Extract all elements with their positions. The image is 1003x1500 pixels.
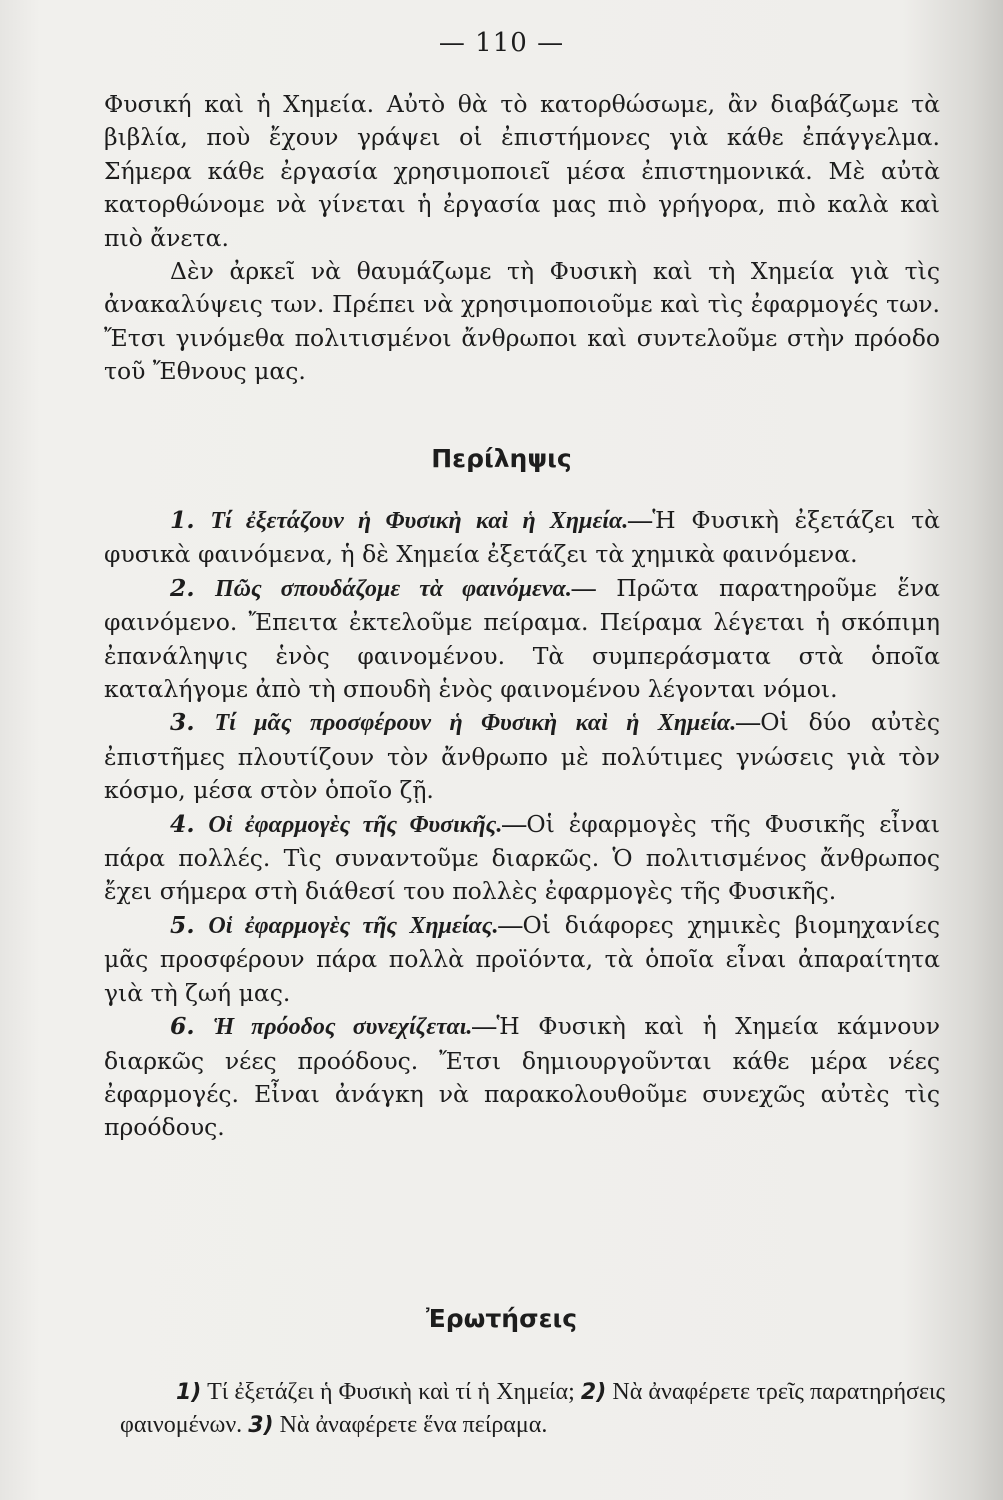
summary-heading: Περίληψις [431,444,572,473]
summary-item: 1. Τί ἐξετάζουν ἡ Φυσικὴ καὶ ἡ Χημεία.—Ἡ Φυσικὴ ἐξετάζει τὰ φυσικὰ φαινόμενα, ἡ δὲ Χημεία ἐξετάζει τὰ χημικὰ φαινόμενα. [104,506,940,569]
summary-item: 3. Τί μᾶς προσφέρουν ἡ Φυσικὴ καὶ ἡ Χημεία.—Οἱ δύο αὐτὲς ἐπιστῆμες πλουτίζουν τὸν ἄνθρωπο μὲ πολύτιμες γνώσεις γιὰ τὸν κόσμο, μέσα στὸν ὁποῖο ζῇ. [104,708,940,805]
summary-item: 6. Ἡ πρόοδος συνεχίζεται.—Ἡ Φυσικὴ καὶ ἡ Χημεία κάμνουν διαρκῶς νέες προόδους. Ἔτσι δημιουργοῦνται κάθε μέρα νέες ἐφαρμογές. Εἶναι ἀνάγκη νὰ παρακολουθοῦμε συνεχῶς αὐτὲς τὶς προόδους. [104,1012,940,1142]
question-number: 3) [248,1413,274,1438]
summary-item: 2. Πῶς σπουδάζομε τὰ φαινόμενα.— Πρῶτα παρατηροῦμε ἕνα φαινόμενο. Ἔπειτα ἐκτελοῦμε πείραμα. Πείραμα λέγεται ἡ σκόπιμη ἐπανάληψις ἑνὸς φαινομένου. Τὰ συμπεράσματα στὰ ὁποῖα καταλήγομε ἀπὸ τὴ σπουδὴ ἑνὸς φαινομένου λέγονται νόμοι. [104,573,940,704]
summary-list [104,504,940,1145]
question-text: Νὰ ἀναφέρετε τρεῖς παρατηρήσεις φαινομένων. [120,1379,945,1438]
summary-item: 5. Οἱ ἐφαρμογὲς τῆς Χημείας.—Οἱ διάφορες χημικὲς βιομηχανίες μᾶς προσφέρουν πάρα πολλὰ προϊόντα, τὰ ὁποῖα εἶναι ἀπαραίτητα γιὰ τὴ ζωή μας. [104,910,941,1007]
question-number: 1) [176,1380,202,1405]
intro-text [104,88,940,389]
questions-list [120,1376,945,1442]
intro-paragraph-1: Φυσική καὶ ἡ Χημεία. Αὐτὸ θὰ τὸ κατορθώσωμε, ἂν διαβάζωμε τὰ βιβλία, ποὺ ἔχουν γράψει οἱ ἐπιστήμονες γιὰ κάθε ἐπάγγελμα. Σήμερα κάθε ἐργασία χρησιμοποιεῖ μέσα ἐπιστημονικά. Μὲ αὐτὰ κατορθώνομε νὰ γίνεται ἡ ἐργασία μας πιὸ γρήγορα, πιὸ καλὰ καὶ πιὸ ἄνετα. [104,90,940,252]
page-number: — 110 — [438,28,565,58]
intro-paragraph-2: Δὲν ἀρκεῖ νὰ θαυμάζωμε τὴ Φυσικὴ καὶ τὴ Χημεία γιὰ τὶς ἀνακαλύψεις των. Πρέπει νὰ χρησιμοποιοῦμε καὶ τὶς ἐφαρμογές των. Ἔτσι γινόμεθα πολιτισμένοι ἄνθρωποι καὶ συντελοῦμε στὴν πρόοδο τοῦ Ἔθνους μας. [104,257,940,386]
question-number: 2) [580,1380,607,1405]
question-text: Νὰ ἀναφέρετε ἕνα πείραμα. [273,1412,548,1438]
questions-heading: Ἐρωτήσεις [425,1304,578,1333]
question-text: Τί ἐξετάζει ἡ Φυσικὴ καὶ τί ἡ Χημεία; [201,1379,581,1405]
summary-item: 4. Οἱ ἐφαρμογὲς τῆς Φυσικῆς.—Οἱ ἐφαρμογὲς τῆς Φυσικῆς εἶναι πάρα πολλές. Τὶς συναντοῦμε διαρκῶς. Ὁ πολιτισμένος ἄνθρωπος ἔχει σήμερα στὴ διάθεσί του πολλὲς ἐφαρμογὲς τῆς Φυσικῆς. [104,809,940,906]
